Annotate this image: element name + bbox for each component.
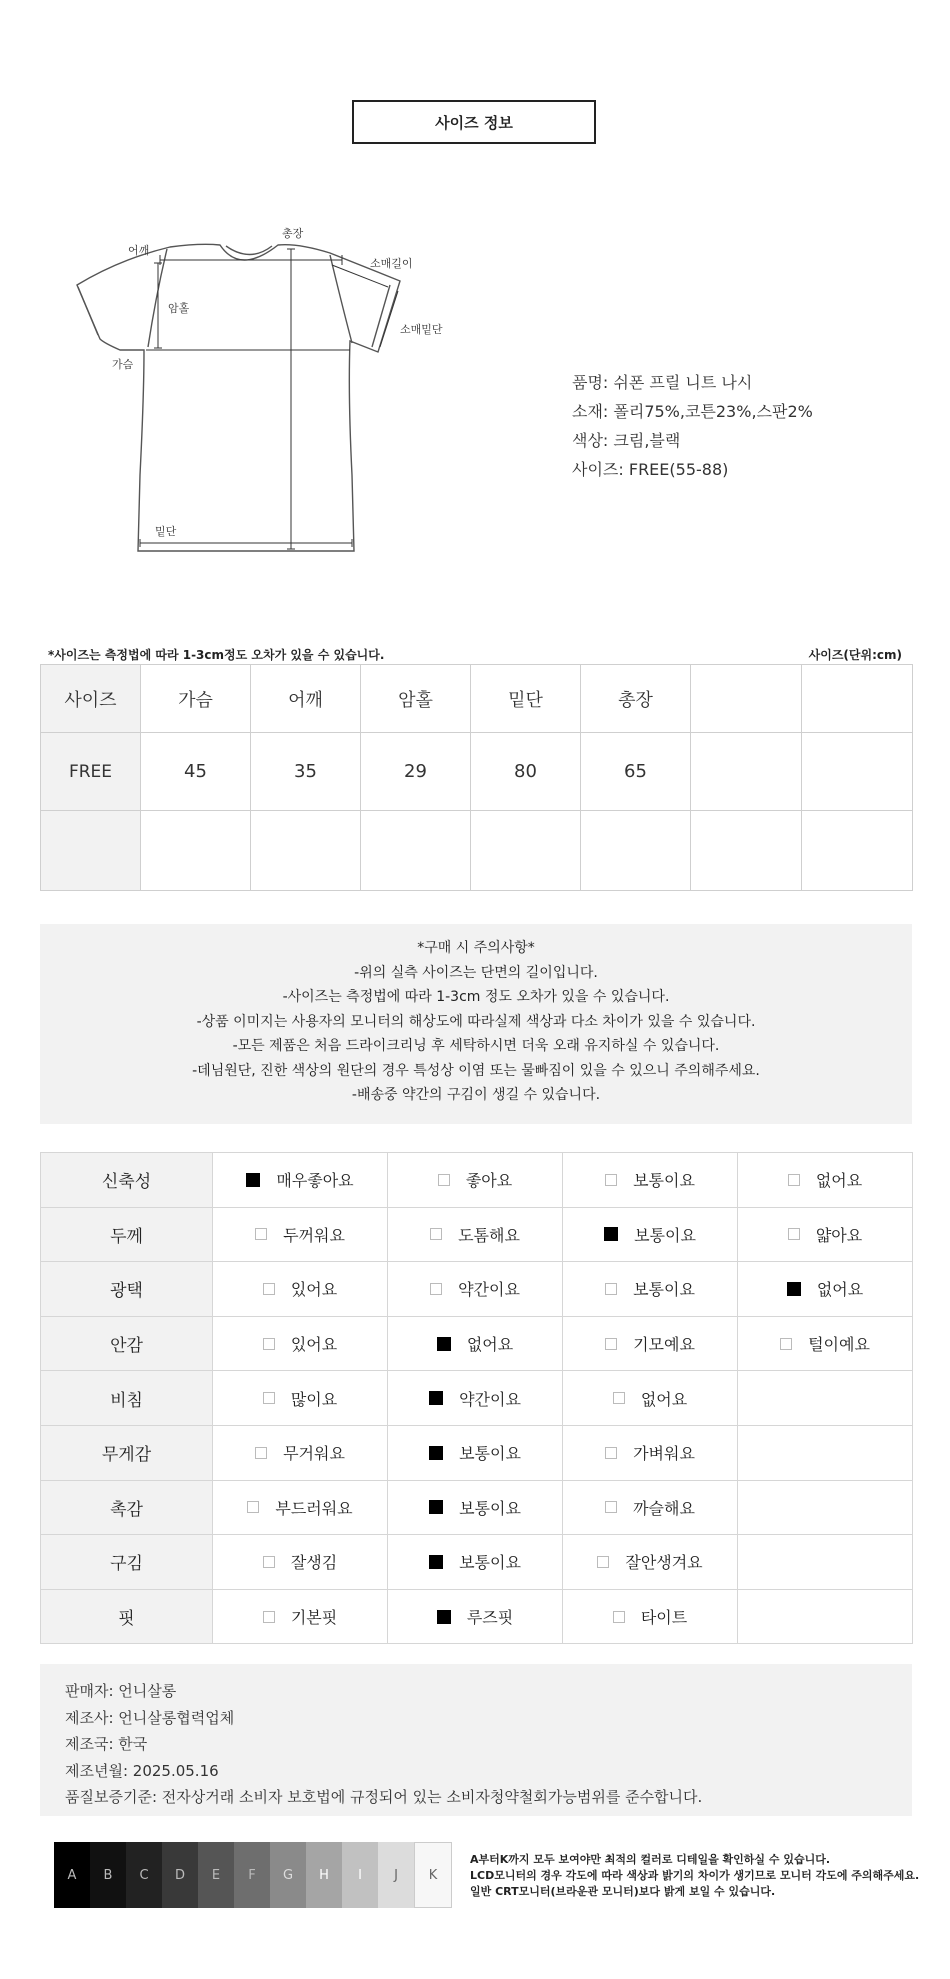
- property-option-label: 두꺼워요: [283, 1225, 345, 1245]
- property-option: [430, 1223, 520, 1246]
- property-option-cell: [563, 1316, 738, 1371]
- label-sleeve-hem: 소매밑단: [400, 323, 443, 336]
- property-option: [247, 1496, 352, 1519]
- checked-box-icon: [429, 1446, 443, 1460]
- property-option-cell: [738, 1316, 913, 1371]
- property-option-label: 얇아요: [815, 1225, 863, 1245]
- property-option-label: 무거워요: [283, 1444, 345, 1464]
- unchecked-box-icon: [605, 1338, 617, 1350]
- property-option-cell: [213, 1207, 388, 1262]
- property-option-label: 기본핏: [290, 1608, 338, 1628]
- property-option-label: 약간이요: [459, 1389, 521, 1409]
- unchecked-box-icon: [255, 1447, 267, 1459]
- color-swatch: C: [126, 1842, 162, 1908]
- property-option-label: 보통이요: [459, 1553, 521, 1573]
- size-note: *사이즈는 측정법에 따라 1-3cm정도 오차가 있을 수 있습니다.: [48, 648, 385, 662]
- size-cell: 29: [361, 733, 471, 811]
- size-table-header: [41, 665, 913, 733]
- property-option-cell: [738, 1589, 913, 1644]
- label-shoulder: 어깨: [128, 244, 150, 257]
- caution-line: -위의 실측 사이즈는 단면의 길이입니다.: [354, 964, 598, 981]
- property-option-cell: [738, 1480, 913, 1535]
- unchecked-box-icon: [263, 1338, 275, 1350]
- property-option: [605, 1332, 695, 1355]
- property-option-label: 없어요: [816, 1280, 864, 1300]
- unchecked-box-icon: [605, 1174, 617, 1186]
- unchecked-box-icon: [263, 1392, 275, 1404]
- unchecked-box-icon: [788, 1174, 800, 1186]
- checked-box-icon: [429, 1391, 443, 1405]
- color-swatch: K: [414, 1842, 452, 1908]
- property-option: [255, 1441, 345, 1464]
- spec-row: 소재: 폴리75%,코튼23%,스판2%: [572, 402, 813, 421]
- property-option: [597, 1550, 702, 1573]
- size-cell: [581, 811, 691, 891]
- property-option-cell: [388, 1153, 563, 1208]
- property-option: [605, 1277, 695, 1300]
- monitor-note-line: LCD모니터의 경우 각도에 따라 색상과 밝기의 차이가 생기므로 모니터 각도에 주의해주세요.: [470, 1869, 920, 1882]
- property-option-label: 털이예요: [808, 1335, 870, 1355]
- unchecked-box-icon: [263, 1611, 275, 1623]
- property-option-label: 보통이요: [634, 1225, 696, 1245]
- size-table: [40, 664, 913, 891]
- property-label: 무게감: [41, 1425, 213, 1480]
- property-option-label: 있어요: [290, 1280, 338, 1300]
- unchecked-box-icon: [613, 1611, 625, 1623]
- checked-box-icon: [437, 1610, 451, 1624]
- monitor-note-line: A부터K까지 모두 보여야만 최적의 컬러로 디테일을 확인하실 수 있습니다.: [470, 1853, 831, 1866]
- size-cell: [802, 811, 913, 891]
- property-option: [605, 1496, 695, 1519]
- property-row: [41, 1371, 913, 1426]
- size-cell: FREE: [41, 733, 141, 811]
- unchecked-box-icon: [263, 1283, 275, 1295]
- property-option: [246, 1168, 353, 1191]
- property-label: 비침: [41, 1371, 213, 1426]
- property-option: [429, 1550, 521, 1573]
- color-swatch: E: [198, 1842, 234, 1908]
- property-option-label: 보통이요: [459, 1498, 521, 1518]
- checked-box-icon: [437, 1337, 451, 1351]
- property-option-label: 많이요: [290, 1389, 338, 1409]
- size-row: [41, 811, 913, 891]
- spec-row: 색상: 크림,블랙: [572, 431, 681, 450]
- color-swatch: H: [306, 1842, 342, 1908]
- property-option: [255, 1223, 345, 1246]
- property-option: [788, 1223, 862, 1246]
- property-option-label: 약간이요: [458, 1280, 520, 1300]
- property-option-cell: [563, 1425, 738, 1480]
- property-option: [613, 1605, 687, 1628]
- property-option-cell: [738, 1153, 913, 1208]
- size-row: [41, 733, 913, 811]
- property-option-label: 없어요: [466, 1335, 514, 1355]
- property-option-cell: [388, 1316, 563, 1371]
- property-option: [429, 1496, 521, 1519]
- property-label: 신축성: [41, 1153, 213, 1208]
- property-option-label: 부드러워요: [275, 1498, 353, 1518]
- checked-box-icon: [429, 1555, 443, 1569]
- unchecked-box-icon: [788, 1228, 800, 1240]
- property-option-cell: [738, 1207, 913, 1262]
- header-cell: 사이즈: [41, 665, 141, 733]
- property-option-label: 잘생김: [290, 1553, 338, 1573]
- property-option: [263, 1605, 337, 1628]
- size-cell: 35: [251, 733, 361, 811]
- purchase-caution: [40, 924, 912, 1124]
- property-option-label: 타이트: [640, 1608, 688, 1628]
- property-option: [263, 1332, 337, 1355]
- size-cell: [471, 811, 581, 891]
- label-armhole: 암홀: [168, 302, 190, 315]
- property-option-cell: [563, 1589, 738, 1644]
- property-option-cell: [388, 1371, 563, 1426]
- size-cell: [802, 733, 913, 811]
- property-option-cell: [563, 1480, 738, 1535]
- property-option: [613, 1387, 687, 1410]
- caution-line: -상품 이미지는 사용자의 모니터의 해상도에 따라실제 색상과 다소 차이가 있을 수 있습니다.: [196, 1013, 756, 1030]
- property-option-cell: [213, 1425, 388, 1480]
- property-option-cell: [388, 1207, 563, 1262]
- color-swatch: G: [270, 1842, 306, 1908]
- property-option: [429, 1387, 521, 1410]
- caution-line: -데님원단, 진한 색상의 원단의 경우 특성상 이염 또는 물빠짐이 있을 수 있으니 주의해주세요.: [192, 1062, 760, 1079]
- unchecked-box-icon: [605, 1501, 617, 1513]
- checked-box-icon: [246, 1173, 260, 1187]
- size-cell: [361, 811, 471, 891]
- size-cell: 65: [581, 733, 691, 811]
- color-swatch: I: [342, 1842, 378, 1908]
- spec-row: 품명: 쉬폰 프릴 니트 나시: [572, 373, 753, 392]
- label-chest: 가슴: [112, 358, 134, 371]
- caution-line: -배송중 약간의 구김이 생길 수 있습니다.: [351, 1087, 601, 1103]
- unchecked-box-icon: [263, 1556, 275, 1568]
- header-cell: [802, 665, 913, 733]
- unchecked-box-icon: [438, 1174, 450, 1186]
- property-option: [780, 1332, 870, 1355]
- fabric-properties-table: [40, 1152, 913, 1644]
- monitor-note-line: 일반 CRT모니터(브라운관 모니터)보다 밝게 보일 수 있습니다.: [470, 1885, 776, 1898]
- monitor-calibration-swatches: [54, 1842, 452, 1908]
- property-option-cell: [563, 1262, 738, 1317]
- size-cell: [691, 733, 802, 811]
- caution-line: -사이즈는 측정법에 따라 1-3cm 정도 오차가 있을 수 있습니다.: [282, 989, 670, 1005]
- color-swatch: B: [90, 1842, 126, 1908]
- property-option-label: 없어요: [640, 1389, 688, 1409]
- property-option: [605, 1441, 695, 1464]
- unchecked-box-icon: [430, 1228, 442, 1240]
- property-label: 구김: [41, 1535, 213, 1590]
- header-cell: [691, 665, 802, 733]
- property-option-label: 매우좋아요: [276, 1171, 354, 1191]
- property-option: [437, 1332, 513, 1355]
- property-row: [41, 1535, 913, 1590]
- property-option: [788, 1168, 862, 1191]
- property-option-label: 좋아요: [465, 1171, 513, 1191]
- property-option: [263, 1277, 337, 1300]
- property-option-label: 가벼워요: [633, 1444, 695, 1464]
- property-option-label: 없어요: [815, 1171, 863, 1191]
- size-cell: 45: [141, 733, 251, 811]
- property-option-cell: [213, 1535, 388, 1590]
- property-option-label: 도톰해요: [458, 1225, 520, 1245]
- unchecked-box-icon: [613, 1392, 625, 1404]
- size-cell: [41, 811, 141, 891]
- header-cell: 밑단: [471, 665, 581, 733]
- info-line: 품질보증기준: 전자상거래 소비자 보호법에 규정되어 있는 소비자청약철회가능범위를 준수합니다.: [65, 1788, 703, 1806]
- property-option-cell: [738, 1262, 913, 1317]
- color-swatch: D: [162, 1842, 198, 1908]
- property-option: [263, 1387, 337, 1410]
- property-option-cell: [563, 1371, 738, 1426]
- property-option-cell: [563, 1207, 738, 1262]
- property-label: 촉감: [41, 1480, 213, 1535]
- property-option-cell: [738, 1535, 913, 1590]
- property-option-cell: [738, 1371, 913, 1426]
- size-cell: [691, 811, 802, 891]
- property-label: 안감: [41, 1316, 213, 1371]
- property-option-cell: [213, 1316, 388, 1371]
- label-sleeve-length: 소매길이: [370, 257, 413, 270]
- info-line: 제조사: 언니살롱협력업체: [65, 1708, 235, 1727]
- checked-box-icon: [604, 1227, 618, 1241]
- size-info-title: 사이즈 정보: [352, 100, 596, 144]
- property-label: 두께: [41, 1207, 213, 1262]
- property-option-label: 잘안생겨요: [625, 1553, 703, 1573]
- label-length: 총장: [282, 227, 304, 240]
- property-option: [263, 1550, 337, 1573]
- property-option: [787, 1277, 863, 1300]
- seller-info: [40, 1664, 912, 1816]
- property-option-cell: [388, 1262, 563, 1317]
- caution-title: *구매 시 주의사항*: [417, 940, 535, 956]
- monitor-note: [470, 1852, 919, 1900]
- property-option-label: 보통이요: [633, 1171, 695, 1191]
- property-option: [605, 1168, 695, 1191]
- property-option-cell: [563, 1153, 738, 1208]
- property-option-cell: [738, 1425, 913, 1480]
- property-option-cell: [213, 1480, 388, 1535]
- property-option: [429, 1441, 521, 1464]
- property-option-cell: [563, 1535, 738, 1590]
- tshirt-diagram: [60, 215, 443, 565]
- header-cell: 가슴: [141, 665, 251, 733]
- color-swatch: F: [234, 1842, 270, 1908]
- property-option-cell: [388, 1535, 563, 1590]
- size-unit: 사이즈(단위:cm): [808, 648, 902, 662]
- size-cell: [251, 811, 361, 891]
- property-option-cell: [213, 1589, 388, 1644]
- property-option-cell: [388, 1589, 563, 1644]
- property-row: [41, 1480, 913, 1535]
- property-option-cell: [213, 1153, 388, 1208]
- unchecked-box-icon: [605, 1283, 617, 1295]
- property-option-label: 기모예요: [633, 1335, 695, 1355]
- property-option: [430, 1277, 520, 1300]
- size-cell: 80: [471, 733, 581, 811]
- property-row: [41, 1153, 913, 1208]
- info-line: 제조년월: 2025.05.16: [65, 1761, 219, 1780]
- property-option-cell: [213, 1262, 388, 1317]
- property-option-cell: [388, 1425, 563, 1480]
- color-swatch: J: [378, 1842, 414, 1908]
- unchecked-box-icon: [430, 1283, 442, 1295]
- property-option: [438, 1168, 512, 1191]
- property-option-label: 보통이요: [633, 1280, 695, 1300]
- property-label: 핏: [41, 1589, 213, 1644]
- property-row: [41, 1262, 913, 1317]
- property-option-label: 까슬해요: [633, 1498, 695, 1518]
- property-option: [604, 1223, 696, 1246]
- caution-line: -모든 제품은 처음 드라이크리닝 후 세탁하시면 더욱 오래 유지하실 수 있습니다.: [232, 1038, 720, 1054]
- property-row: [41, 1425, 913, 1480]
- header-cell: 암홀: [361, 665, 471, 733]
- property-label: 광택: [41, 1262, 213, 1317]
- size-cell: [141, 811, 251, 891]
- property-row: [41, 1589, 913, 1644]
- product-specs: [572, 368, 813, 484]
- property-option-label: 보통이요: [459, 1444, 521, 1464]
- property-row: [41, 1316, 913, 1371]
- info-line: 제조국: 한국: [65, 1735, 148, 1753]
- property-option-label: 있어요: [290, 1335, 338, 1355]
- property-option-label: 루즈핏: [466, 1608, 514, 1628]
- property-option-cell: [388, 1480, 563, 1535]
- property-option-cell: [213, 1371, 388, 1426]
- info-line: 판매자: 언니살롱: [65, 1682, 177, 1700]
- property-option: [437, 1605, 513, 1628]
- unchecked-box-icon: [247, 1501, 259, 1513]
- unchecked-box-icon: [605, 1447, 617, 1459]
- color-swatch: A: [54, 1842, 90, 1908]
- header-cell: 총장: [581, 665, 691, 733]
- label-hem: 밑단: [155, 525, 177, 538]
- property-row: [41, 1207, 913, 1262]
- unchecked-box-icon: [780, 1338, 792, 1350]
- checked-box-icon: [429, 1500, 443, 1514]
- checked-box-icon: [787, 1282, 801, 1296]
- header-cell: 어깨: [251, 665, 361, 733]
- unchecked-box-icon: [597, 1556, 609, 1568]
- unchecked-box-icon: [255, 1228, 267, 1240]
- spec-row: 사이즈: FREE(55-88): [572, 460, 729, 479]
